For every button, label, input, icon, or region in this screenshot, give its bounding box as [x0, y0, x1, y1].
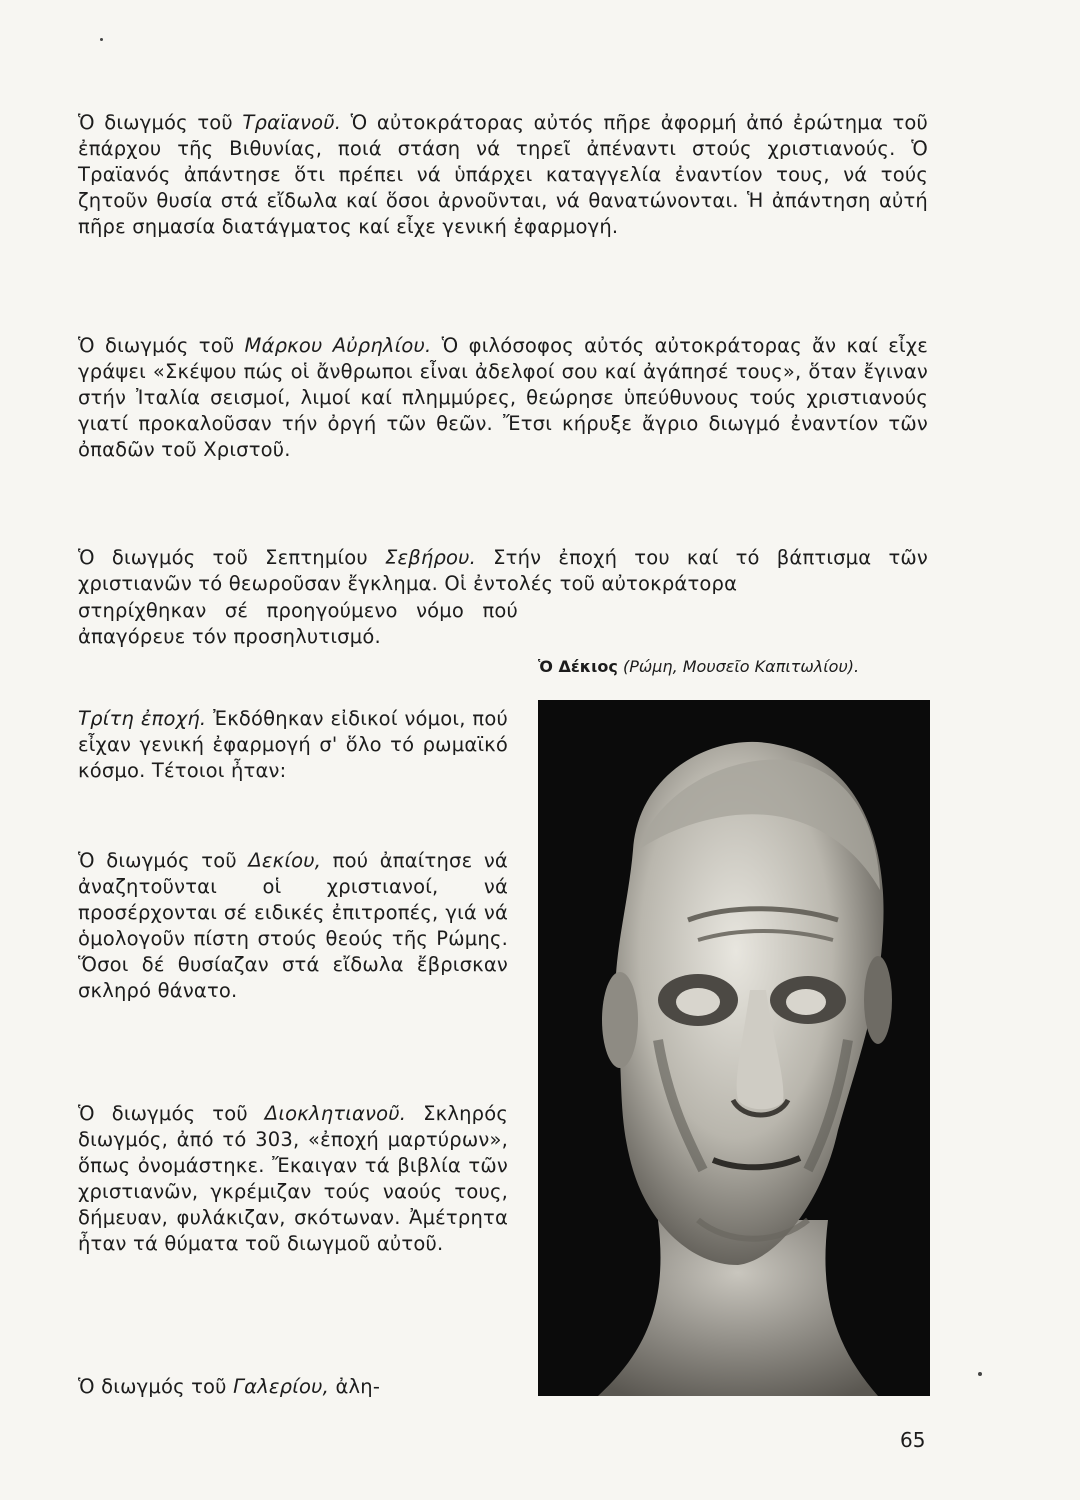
page-number: 65	[900, 1428, 926, 1452]
paragraph-body: Στήν ἐποχή του καί τό βάπτισμα τῶν χριστιανῶν τό θεωροῦσαν ἔγκλημα. Οἱ ἐντολές τοῦ αὐτοκράτορα	[78, 546, 929, 595]
paragraph-body: πού ἀπαίτησε νά ἀναζητοῦνται οἱ χριστιανοί, νά προσέρχονται σέ ειδικές ἐπιτροπές, γιά νά ὁμολογοῦν πίστη στούς θεούς τῆς Ρώμης. Ὅσοι δέ θυσίαζαν στά εἴδωλα ἔβρισκαν σκληρό θάνατο.	[78, 849, 508, 1002]
paragraph-marcus-aurelius	[78, 333, 928, 463]
photo-caption	[538, 656, 938, 678]
paragraph-galerius	[78, 1374, 508, 1400]
paragraph-body: Ἐκδόθηκαν εἰδικοί νόμοι, πού εἶχαν γενική ἐφαρμογή σ' ὅλο τό ρωμαϊκό κόσμο. Τέτοιοι ἦταν:	[78, 707, 508, 782]
caption-name: Ὁ Δέκιος	[538, 657, 618, 676]
section-title: Τρίτη ἐποχή.	[78, 707, 207, 730]
emperor-name: Γαλερίου,	[233, 1375, 330, 1398]
paragraph-body: ἀλη-	[329, 1375, 381, 1398]
paragraph-body: Ὁ φιλόσοφος αὐτός αὐτοκράτορας ἄν καί εἶχε γράψει «Σκέψου πώς οἱ ἄνθρωποι εἶναι ἀδελφοί σου καί ἀγάπησέ τους», ὅταν ἔγιναν στήν Ἰταλία σεισμοί, λιμοί καί πλημμύρες, θεώρησε ὑπεύθυνους τούς χριστιανούς γιατί προκαλοῦσαν τήν ὀργή τῶν θεῶν. Ἔτσι κήρυξε ἄγριο διωγμό ἐναντίον τῶν ὀπαδῶν τοῦ Χριστοῦ.	[78, 334, 928, 461]
paragraph-decius	[78, 848, 508, 1004]
emperor-name: Δεκίου,	[248, 849, 322, 872]
paragraph-lead: Ὁ διωγμός τοῦ	[78, 849, 249, 872]
emperor-name: Μάρκου Αὐρηλίου.	[244, 334, 432, 357]
paragraph-lead: Ὁ διωγμός τοῦ	[78, 334, 245, 357]
emperor-name: Τραϊανοῦ.	[242, 111, 342, 134]
print-speck	[100, 38, 103, 41]
paragraph-trajan	[78, 110, 928, 240]
paragraph-body: στηρίχθηκαν σέ προηγούμενο νόμο πού ἀπαγόρευε τόν προσηλυτισμό.	[78, 599, 518, 648]
paragraph-lead: Ὁ διωγμός τοῦ	[78, 1375, 234, 1398]
caption-source: (Ρώμη, Μουσεῖο Καπιτωλίου).	[617, 657, 860, 676]
paragraph-body: Ὁ αὐτοκράτορας αὐτός πῆρε ἀφορμή ἀπό ἐρώτημα τοῦ ἐπάρχου τῆς Βιθυνίας, ποιά στάση νά τηρεῖ ἀπέναντι στούς χριστιανούς. Ὁ Τραϊανός ἀπάντησε ὅτι πρέπει νά ὑπάρχει καταγγελία ἐναντίον τους, νά τούς ζητοῦν θυσία στά εἴδωλα καί ὅσοι ἀρνοῦνται, νά θανατώνονται. Ἡ ἀπάντηση αὐτή πῆρε σημασία διατάγματος καί εἶχε γενική ἐφαρμογή.	[78, 111, 928, 238]
paragraph-lead: Ὁ διωγμός τοῦ Σεπτημίου	[78, 546, 385, 569]
paragraph-third-era	[78, 706, 508, 784]
emperor-name: Σεβήρου.	[384, 546, 477, 569]
paragraph-lead: Ὁ διωγμός τοῦ	[78, 111, 243, 134]
paragraph-body: Σκληρός διωγμός, ἀπό τό 303, «ἐποχή μαρτύρων», ὅπως ὀνομάστηκε. Ἔκαιγαν τά βιβλία τῶν χριστιανῶν, γκρέμιζαν τούς ναούς τους, δήμευαν, φυλάκιζαν, σκότωναν. Ἀμέτρητα ἦταν τά θύματα τοῦ διωγμοῦ αὐτοῦ.	[78, 1102, 508, 1255]
print-speck	[978, 1372, 982, 1376]
emperor-name: Διοκλητιανοῦ.	[264, 1102, 407, 1125]
paragraph-septimius-severus-continued	[78, 598, 518, 650]
paragraph-lead: Ὁ διωγμός τοῦ	[78, 1102, 265, 1125]
bust-illustration	[538, 700, 930, 1396]
decius-bust-photo	[538, 700, 930, 1396]
paragraph-septimius-severus	[78, 545, 928, 597]
paragraph-diocletian	[78, 1101, 508, 1257]
